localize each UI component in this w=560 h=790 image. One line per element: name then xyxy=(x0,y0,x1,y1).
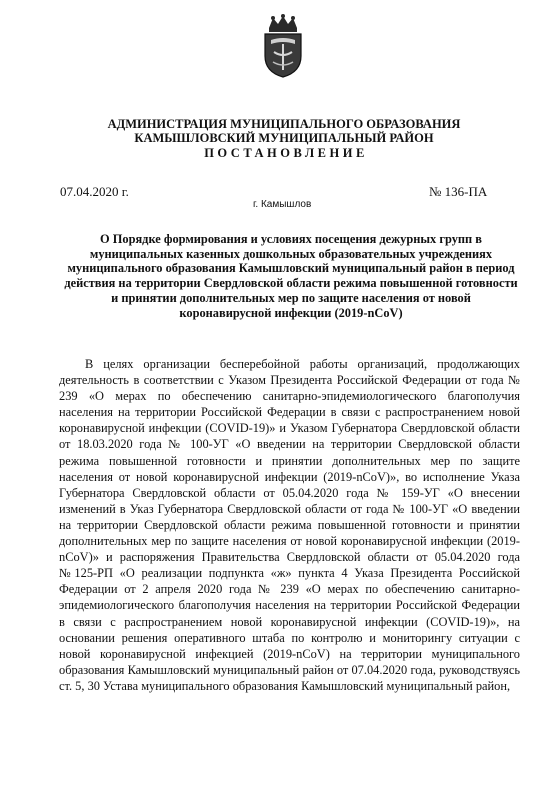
document-date: 07.04.2020 г. xyxy=(60,184,129,199)
document-type: ПОСТАНОВЛЕНИЕ xyxy=(204,146,368,160)
document-body: В целях организации бесперебойной работы организаций, продолжающих деятельность в соответствии с Указом Президента Российской Федерации от года № 239 «О мерах по обеспечению санитарно-эпидемиологического благополучия населения на территории Российской Федерации в связи с распространением новой коронавирусной инфекции (COVID-19)» и Указом Губернатора Свердловской области от 18.03.2020 года № 100-УГ «О введении на территории Свердловской области режима повышенной готовности и принятии дополнительных мер по защите населения от новой коронавирусной инфекции (2019-nCoV)», во исполнение Указа Губернатора Свердловской области от 05.04.2020 года № 159-УГ «О внесении изменений в Указ Губернатора Свердловской области от года № 100-УГ «О введении на территории Свердловской области режима повышенной готовности и принятии дополнительных мер по защите населения от новой коронавирусной инфекции (2019-nCoV)» и распоряжения Правительства Свердловской области от 05.04.2020 года №125-РП «О реализации подпункта «ж» пункта 4 Указа Президента Российской Федерации от 2 апреля 2020 года № 239 «О мерах по обеспечению санитарно-эпидемиологического благополучия населения на территории Российской Федерации в связи с распространением новой коронавирусной инфекции (COVID-19)», на основании решения оперативного штаба по контролю и мониторингу ситуации с новой коронавирусной инфекцией (2019-nCoV) на территории муниципального образования Камышловский муниципальный район от 07.04.2020 года, руководствуясь ст. 5, 30 Устава муниципального образования Камышловский муниципальный район, xyxy=(59,357,520,693)
coat-of-arms-icon xyxy=(261,14,305,78)
document-city: г. Камышлов xyxy=(253,199,312,210)
document-number: № 136-ПА xyxy=(429,184,488,199)
org-name-line-1: АДМИНИСТРАЦИЯ МУНИЦИПАЛЬНОГО ОБРАЗОВАНИЯ xyxy=(107,117,461,131)
org-name-line-2: КАМЫШЛОВСКИЙ МУНИЦИПАЛЬНЫЙ РАЙОН xyxy=(134,131,434,145)
document-title: О Порядке формирования и условиях посещения дежурных групп в муниципальных казенных дошкольных образовательных учреждениях муниципального образования Камышловский муниципальный район в период действия на территории Свердловской области режима повышенной готовности и принятии дополнительных мер по защите населения от новой коронавирусной инфекции (2019-nCoV) xyxy=(64,232,518,320)
